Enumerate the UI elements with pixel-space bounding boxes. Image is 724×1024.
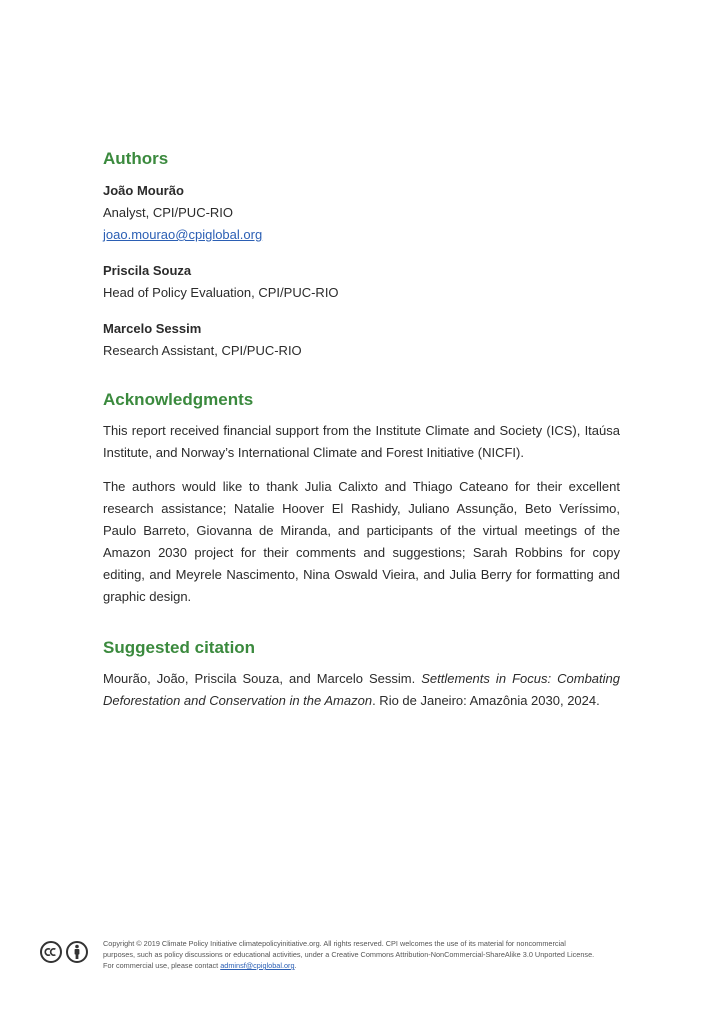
acknowledgments-paragraph-1: This report received financial support from the Institute Climate and Society (ICS), Itaúsa Institute, and Norway’s International Climate and Forest Initiative (NICFI). [103, 423, 620, 460]
creative-commons-icon [40, 940, 90, 964]
author-name: Marcelo Sessim [103, 321, 202, 336]
copyright-end: . [294, 961, 297, 970]
footer [40, 938, 600, 978]
citation-title: Settlements in Focus: Combating Deforestation and Conservation in the Amazon [103, 671, 620, 708]
author-role: Head of Policy Evaluation, CPI/PUC-RIO [103, 285, 339, 300]
author-name: João Mourão [103, 183, 184, 198]
citation-suffix: . Rio de Janeiro: Amazônia 2030, 2024. [372, 693, 600, 708]
author-name: Priscila Souza [103, 263, 192, 278]
copyright-text [103, 938, 598, 971]
citation-body [103, 668, 620, 712]
author-1 [103, 180, 620, 246]
author-role: Research Assistant, CPI/PUC-RIO [103, 343, 302, 358]
copyright-body: Copyright © 2019 Climate Policy Initiative climatepolicyinitiative.org. All rights reserved. CPI welcomes the use of its material for noncommercial purposes, such as policy discussions or educational activities, under a Creative Commons Attribution-NonCommercial-ShareAlike 3.0 Unported License. For commercial use, please contact [103, 939, 595, 970]
authors-heading: Authors [103, 149, 169, 168]
citation-prefix: Mourão, João, Priscila Souza, and Marcelo Sessim. [103, 671, 422, 686]
author-3 [103, 318, 620, 362]
acknowledgments-heading: Acknowledgments [103, 390, 254, 409]
citation-text [103, 668, 620, 712]
contact-email-link[interactable]: adminsf@cpiglobal.org [220, 961, 295, 970]
author-2 [103, 260, 620, 304]
acknowledgments-body [103, 420, 620, 608]
author-email-link[interactable]: joao.mourao@cpiglobal.org [103, 227, 263, 242]
citation-heading: Suggested citation [103, 638, 256, 657]
author-role: Analyst, CPI/PUC-RIO [103, 205, 234, 220]
acknowledgments-paragraph-2: The authors would like to thank Julia Calixto and Thiago Cateano for their excellent research assistance; Natalie Hoover El Rashidy, Juliano Assunção, Beto Veríssimo, Paulo Barreto, Giovanna de Miranda, and participants of the virtual meetings of the Amazon 2030 project for their comments and suggestions; Sarah Robbins for copy editing, and Meyrele Nascimento, Nina Oswald Vieira, and Julia Berry for formatting and graphic design. [103, 479, 620, 604]
